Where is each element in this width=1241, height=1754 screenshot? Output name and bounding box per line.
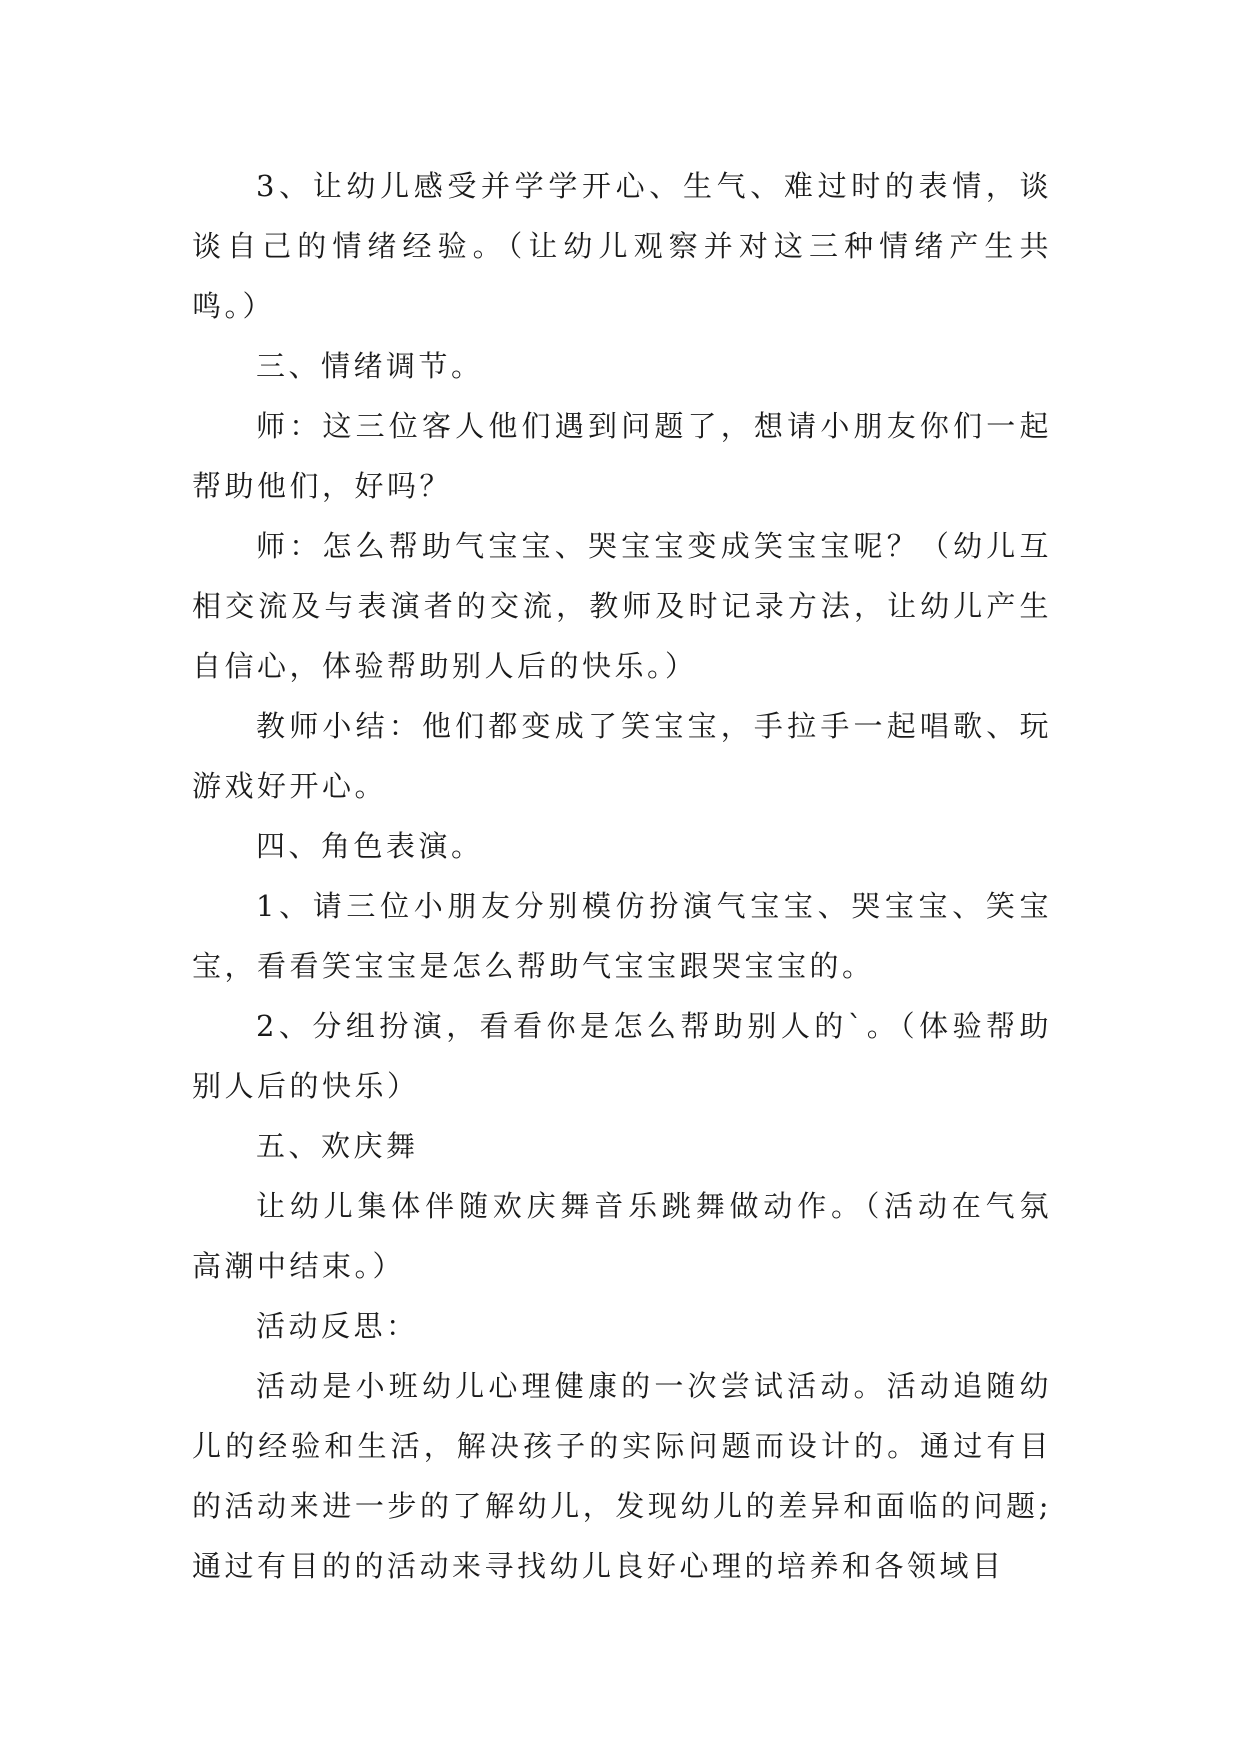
section-heading-emotion-regulation: 三、情绪调节。 <box>256 349 484 383</box>
document-body <box>192 156 1052 1596</box>
paragraph-dance-activity: 让幼儿集体伴随欢庆舞音乐跳舞做动作。（活动在气氛高潮中结束。） <box>192 1189 1052 1283</box>
paragraph-teacher-how-to-help: 师：怎么帮助气宝宝、哭宝宝变成笑宝宝呢？（幼儿互相交流及与表演者的交流，教师及时记录方法，让幼儿产生自信心，体验帮助别人后的快乐。） <box>192 529 1052 683</box>
paragraph-teacher-summary: 教师小结：他们都变成了笑宝宝，手拉手一起唱歌、玩游戏好开心。 <box>192 709 1052 803</box>
section-heading-reflection: 活动反思： <box>256 1309 419 1343</box>
paragraph-role-play-1: 1、请三位小朋友分别模仿扮演气宝宝、哭宝宝、笑宝宝，看看笑宝宝是怎么帮助气宝宝跟哭宝宝的。 <box>192 889 1052 983</box>
paragraph-item-3-emotions: 3、让幼儿感受并学学开心、生气、难过时的表情，谈谈自己的情绪经验。（让幼儿观察并对这三种情绪产生共鸣。） <box>192 169 1052 323</box>
paragraph-teacher-ask-help: 师：这三位客人他们遇到问题了，想请小朋友你们一起帮助他们，好吗？ <box>192 409 1052 503</box>
section-heading-role-play: 四、角色表演。 <box>256 829 484 863</box>
paragraph-role-play-2: 2、分组扮演，看看你是怎么帮助别人的`。（体验帮助别人后的快乐） <box>192 1009 1052 1103</box>
section-heading-celebration-dance: 五、欢庆舞 <box>256 1129 419 1163</box>
paragraph-reflection-body: 活动是小班幼儿心理健康的一次尝试活动。活动追随幼儿的经验和生活，解决孩子的实际问题而设计的。通过有目的活动来进一步的了解幼儿，发现幼儿的差异和面临的问题;通过有目的的活动来寻找幼儿良好心理的培养和各领域目 <box>192 1369 1052 1583</box>
